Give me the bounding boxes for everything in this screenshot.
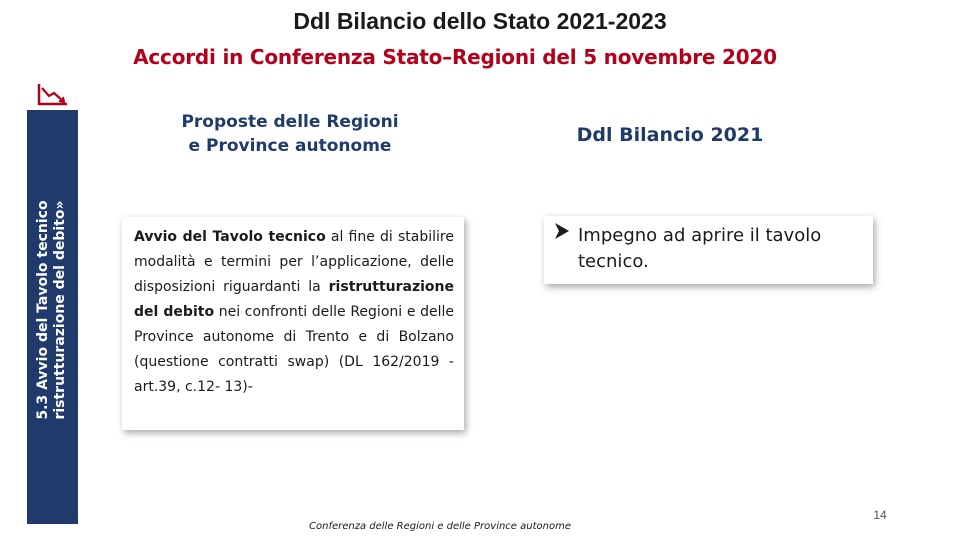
sidebar-label-line2: ristrutturazione del debito» bbox=[52, 200, 68, 420]
slide-subtitle: Accordi in Conferenza Stato–Regioni del 5 novembre 2020 bbox=[133, 45, 777, 69]
left-column-heading bbox=[160, 110, 420, 158]
slide-title: Ddl Bilancio dello Stato 2021-2023 bbox=[293, 8, 667, 34]
paragraph-part-2: al fine di stabilire modalità e termini per l’applicazione, delle disposizioni riguardanti la bbox=[134, 229, 454, 295]
left-heading-line2: e Province autonome bbox=[188, 136, 392, 156]
left-box-paragraph bbox=[134, 225, 454, 400]
tavolo-tecnico-bold: Avvio del Tavolo tecnico bbox=[134, 229, 326, 245]
ristrutturazione-bold: ristrutturazione del debito bbox=[134, 279, 454, 320]
sidebar-label-line1: 5.3 Avvio del Tavolo tecnico bbox=[35, 200, 51, 420]
right-column-heading: Ddl Bilancio 2021 bbox=[576, 124, 764, 146]
paragraph-part-4: nei confronti delle Regioni e delle Province autonome di Trento e di Bolzano (questione contratti swap) (DL 162/2019 - art.39, c.12- 13)- bbox=[134, 304, 454, 395]
footer-text: Conferenza delle Regioni e delle Province autonome bbox=[309, 521, 571, 532]
declining-chart-icon bbox=[33, 82, 71, 108]
sidebar-vertical-label bbox=[35, 180, 69, 440]
left-text-box bbox=[122, 217, 464, 430]
arrow-bullet-icon bbox=[554, 222, 574, 246]
side-icon-box bbox=[27, 80, 78, 110]
left-heading-line1: Proposte delle Regioni bbox=[181, 112, 399, 132]
right-bullet-text: Impegno ad aprire il tavolo tecnico. bbox=[578, 225, 822, 272]
right-text-box bbox=[544, 216, 873, 284]
page-number: 14 bbox=[873, 508, 887, 522]
